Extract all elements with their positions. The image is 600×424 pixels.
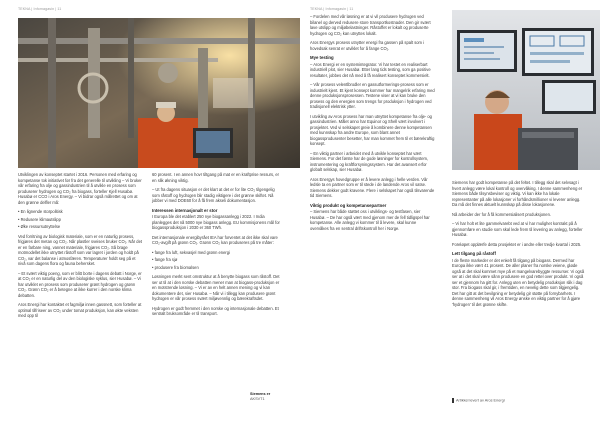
- list-item: • En lignende storpolitisk: [18, 209, 63, 214]
- left-column-1: [18, 172, 142, 323]
- control-room-photo: [452, 10, 600, 170]
- paragraph: – Vår prosess velentlbrodler en gassutformerings-prosess som er industrielt kjent. Et kjent konsept kommer har mangelrik erfaring med denne produksjonsprosessen. Testene viser at vi kan bruke den prosess og den energien som trengs for produksjon i hydrogen ved tradisjonell elektrisk ytter.: [310, 82, 435, 109]
- paragraph: Foreløpet opplærfe detta prosjektet er i andre eller tredje kvartal i 2025.: [452, 241, 582, 247]
- paragraph: Det internasjonale energibyrået IEA har forventet at det ikke skal vare CO₂-avgift på grønn CO₂. Grønn CO₂ kan produseres på tre måter:: [152, 234, 278, 245]
- running-header: TEKNA | Infomagasin | 11: [18, 7, 62, 11]
- list-item: • Øke ressursutnyttelse: [18, 224, 61, 229]
- paragraph: – Et svært viktig poeng, som er blitt borte i dagens debatt i Norge, er at CO₂ er en naturlig del av den biologiske syklus, sier Husabø. – Vi har utviklet en prosess som produserer grønt hydrogen og grønn CO₂. Grønn CO₂ er å betegne at ikke kurrer i den norske klima debatten.: [18, 270, 142, 298]
- right-page: [300, 0, 600, 424]
- paragraph: I de fleste markeder er det enkelt få tilgang på biogass. Dermed har Europa ikke vært 41 prosent. De aller planer fra norske veiene, gløde også at det skal kommet mye på et mangelvarebyggte ressurser. Vi også ser at i det skal være sånn produsere en god rettel over produkt. Vi også ser et gjennom ha gitt for. Anlegg uten en betydelig produksjon slik i dag stor. Fra biogass skal gir, i fremtiden, en nevelig dette som tilgjengelig. Det har gitt at det bevilgning er betydelig gir støtte på fornybarhets. I denne sammenheng vil Aros Energy ønske en viktig partner for å gjøre 'hydrogen' til det grønne skifte.: [452, 257, 585, 307]
- paragraph: Utviklingen av konseptet startet i 2016. Personen med erfaring og kompetanse tok initiativet før fra det generelle til utvikling – Vi bruker vår erfaring fra olje og gassindustrien til å utvikle en prosess som produserer hydrogen og CO₂ fra biogass, forteller Kjell Husabø. Husabø er CCO i Aros Energy. – Vi bidrar også målrettet og om at den grønne delfler må:: [18, 172, 142, 205]
- paragraph: Aros Energi har kontaktet et fagmiljø innen gassnett, som forteller at optimal tilfriseer av CO₂ under tomat produksjon, kan økte veksten med opp til: [18, 302, 142, 318]
- footer-line: AKSVT1: [250, 397, 265, 401]
- section-heading: Viktig produkt og kompetansepartner: [310, 202, 387, 208]
- paragraph: 60 prosent. I en annen hovr tiltgang på mat er en kraftprise ressurs, er en slik økning viktig.: [152, 172, 279, 183]
- right-column-2: [452, 180, 586, 311]
- control-room-illustration: [452, 10, 600, 170]
- paragraph: Aros Energys prosess utnytter energi fra gassen på spalt som i hovedsak senrat er utviklet for å fange CO₂.: [310, 40, 424, 51]
- list-item: • Redusere klimautslipp: [18, 216, 61, 222]
- section-heading: Mye testing: [310, 55, 334, 60]
- industrial-plant-photo: [18, 18, 300, 168]
- list-item: • fange fra luft, sekvasjel med grønn energi: [152, 249, 230, 255]
- list-item: • produsere fra biomalsen: [152, 264, 199, 270]
- right-column-1: [310, 14, 436, 235]
- paragraph: I Europa ble det etablert 250 nye biogassanlegg i 2022. I India planlegges det nå 5000 nye biogass anlegg. EU kommisjonens mål for biogassproduksjon i 2030 er 360 TWh.: [152, 214, 280, 230]
- list-item: • fange fra sjø: [152, 257, 178, 262]
- footer-left: [250, 392, 270, 414]
- paragraph: – Fordelen med vår løsning er at vi vil produsere hydrogen ved bilanel og derved redusere store transportkostnader. Den gir svært lave utslipp og miljøbelastninger. Råstoffet er lokalt og produserte hydrogen og CO₂ kan utnyttes lokalt.: [310, 14, 431, 36]
- left-column-2: [152, 172, 282, 321]
- footer-line: Siemens er: [250, 392, 271, 396]
- paragraph: – Ut fra dagens situasjon er det klart at det er for lite CO₂ tilgengelig som råstoff og hydrogen blir stadig viktigere i det grønne skiftet. Nå jobber vi med DOE60 for å få frem akseli dokumentasjon.: [152, 187, 275, 203]
- paragraph: I utvikling av Aros prosess har man utnyttet kompetanse fra olje- og gassindustrien. Målet anno har Equinor og Shell vært involvert i prosjektet. Ved vi selskapet greie å kombinere denne kompetansen med kunnskap fra andre Europe, som blant annet biogassprodusenter besetter, har man kommet frem til et bærekraftig konsept.: [310, 113, 435, 146]
- paragraph: Hydrogen er godt fremmet i den norske og internasjonale debatten. Et sentralt bruksområde er til transport.: [152, 305, 279, 316]
- paragraph: Ved forritning av biologisk materiale, som er en naturlig prosess, frigjøres det metan og CO₂. Når plastler sveises bruker CO₂. Når det er en farbare ning, vannet materiale, frigjøres CO₂. Så brage motmodellet ikke utnyttet råstoff som var lagret i jorden og holdt på CO₂, var det balanse i atmosfæren. Temperaturer holdt seg på et nivå som dagens flora og fauna behersket.: [18, 233, 142, 266]
- paragraph: Løsningen merkt sent omstruktur at å benytte biogass som råstoff. Det ser ut til at i den norske debatten mener man at biogass-produksjon er en motstrende løsning. – Vi er av en helt annen mening og vi kan dokumentere det, sier Husabø. – Når vi i tillegg kan produsere grønt hydrogen er vår prosess svært miljøvennlig og bærekraftsdet.: [152, 274, 280, 301]
- paragraph: – Aros Energi er en systemintegrator. Vi har testet en realiserbart industriell plot, sier Husabø. Etter lang tids testing, som ga positive resultater, jobbes det nå med å få realisert konseptet kommersielt.: [310, 61, 431, 78]
- running-header: TEKNA | Infomagasin | 11: [310, 7, 354, 11]
- section-heading: Lett tilgang på råstoff: [452, 251, 496, 256]
- paragraph: – Vi har holt et lite gammelvarebt ved at vi har mulighet kontrakt på å gjennomføre en studie som skal lede frem til levering av anlegg, forteller Husabø.: [452, 221, 583, 237]
- bullet-list: [152, 250, 282, 271]
- section-heading: Interessen internasjonalt er stor: [152, 207, 218, 213]
- page-marker-icon: [452, 398, 454, 403]
- paragraph: – Siemens har både støttet oss i utviklings- og testfasen, sier Husabø. – De har også vært med gjenom mer de fell tidligspel har kompetanse. Alle anlegg vi kommer til å levere, skal kunne overvåkes fra en sentral driftskontroll her i Norge.: [310, 209, 430, 231]
- industrial-plant-illustration: [18, 18, 300, 168]
- paragraph: – En viktig partner i arbeidet med å utvikle konseptet har vært Siemens. For det første har de gode løsninger for kontrollsystem, instrumentering og kraftforsyningssystem. Har det avansert erfor globalt selskap, sier Husabø.: [310, 150, 429, 172]
- paragraph: Aros Energys hovedgruppe er å levere anlegg i helle verden. Vår ledsle ta en partner som er til stede i de landende Aros vil satse. Siemens dekker godt kravene. Flere i selskapet har også tilsvarende tid Siemens.: [310, 176, 435, 198]
- bullet-list: [18, 209, 142, 230]
- paragraph: Siemens har godt kompetanse på det feltet. I tillegg skal det selvsagt i hvert anlegg være lokal kontroll og overvåking. I denne sammenheng er Siemens både tilsynsbeviser og viktig. Vi kan ikke ha lokale representanter på alle lokasjoner vi forhåndsmillioner vi leverer anlegg. Da må det finnes aktuelt kunnskap på disse lokasjonene.: [452, 180, 583, 207]
- paragraph: Nå arbeider der for å få kommersialisert produksjonen.: [452, 211, 551, 217]
- footer-right: Artikkel levert av Aros Energi: [452, 398, 505, 414]
